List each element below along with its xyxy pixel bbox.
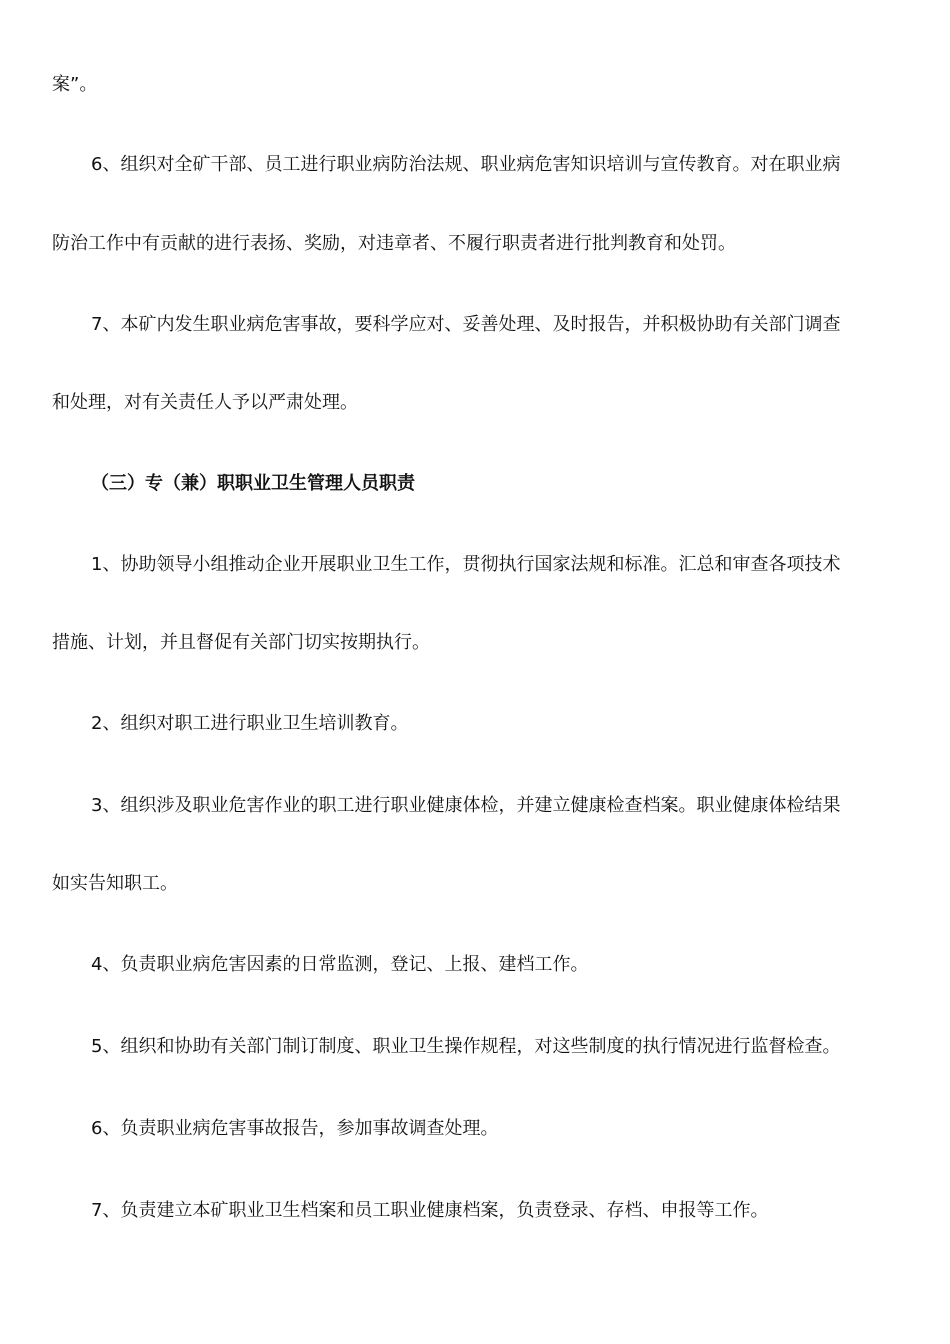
paragraph-line: 防治工作中有贡献的进行表扬、奖励，对违章者、不履行职责者进行批判教育和处罚。	[52, 233, 736, 254]
paragraph-line: 6、组织对全矿干部、员工进行职业病防治法规、职业病危害知识培训与宣传教育。对在职业病	[91, 154, 841, 175]
paragraph-line: 1、协助领导小组推动企业开展职业卫生工作，贯彻执行国家法规和标准。汇总和审查各项技术	[91, 554, 841, 575]
paragraph-line: 3、组织涉及职业危害作业的职工进行职业健康体检，并建立健康检查档案。职业健康体检结果	[91, 795, 841, 816]
paragraph-line: 如实告知职工。	[52, 873, 178, 894]
section-heading: （三）专（兼）职职业卫生管理人员职责	[91, 473, 415, 494]
paragraph-line: 7、本矿内发生职业病危害事故，要科学应对、妥善处理、及时报告，并积极协助有关部门调查	[91, 314, 841, 335]
paragraph-line: 4、负责职业病危害因素的日常监测，登记、上报、建档工作。	[91, 954, 589, 975]
paragraph-line: 案”。	[52, 74, 98, 95]
paragraph-line: 措施、计划，并且督促有关部门切实按期执行。	[52, 632, 430, 653]
paragraph-line: 5、组织和协助有关部门制订制度、职业卫生操作规程，对这些制度的执行情况进行监督检查。	[91, 1036, 841, 1057]
paragraph-line: 2、组织对职工进行职业卫生培训教育。	[91, 713, 409, 734]
paragraph-line: 6、负责职业病危害事故报告，参加事故调查处理。	[91, 1118, 499, 1139]
paragraph-line: 7、负责建立本矿职业卫生档案和员工职业健康档案，负责登录、存档、申报等工作。	[91, 1200, 769, 1221]
paragraph-line: 和处理，对有关责任人予以严肃处理。	[52, 392, 358, 413]
